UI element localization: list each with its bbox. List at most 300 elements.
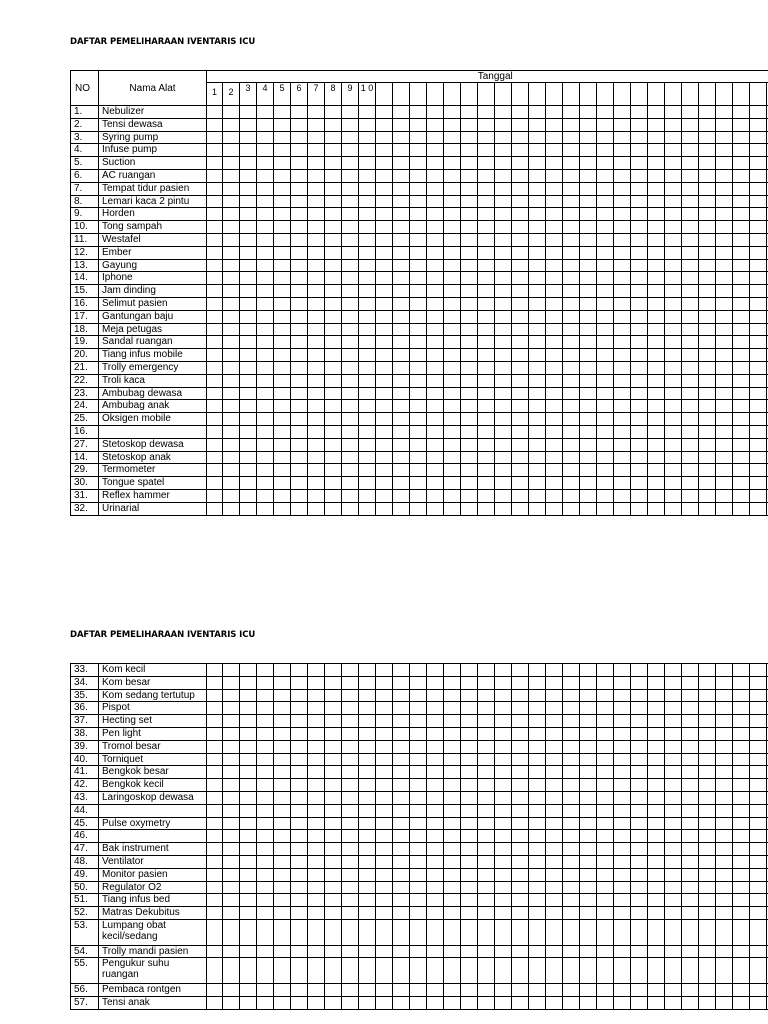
date-cell <box>207 907 223 920</box>
date-cell <box>733 766 750 779</box>
date-cell <box>631 907 648 920</box>
date-cell <box>478 208 495 221</box>
date-cell <box>648 285 665 298</box>
date-cell <box>393 855 410 868</box>
date-cell <box>614 791 631 804</box>
item-name: Termometer <box>99 464 207 477</box>
date-cell <box>427 702 444 715</box>
date-cell <box>665 779 682 792</box>
date-cell <box>512 233 529 246</box>
date-cell <box>376 855 393 868</box>
date-cell <box>223 868 240 881</box>
header-row-tanggal <box>71 71 768 83</box>
date-cell <box>257 464 274 477</box>
date-cell <box>648 323 665 336</box>
date-cell <box>563 766 580 779</box>
table-row <box>71 502 768 515</box>
date-cell <box>223 817 240 830</box>
date-cell <box>597 702 614 715</box>
date-cell <box>257 413 274 426</box>
date-cell <box>529 272 546 285</box>
date-cell <box>716 996 733 1009</box>
date-cell <box>733 740 750 753</box>
date-cell <box>478 400 495 413</box>
date-cell <box>342 676 359 689</box>
date-cell <box>325 451 342 464</box>
date-cell <box>393 766 410 779</box>
date-cell <box>240 996 257 1009</box>
date-cell <box>580 881 597 894</box>
date-cell <box>665 881 682 894</box>
date-cell <box>648 489 665 502</box>
date-cell <box>427 689 444 702</box>
date-cell <box>359 297 376 310</box>
date-cell <box>257 387 274 400</box>
date-cell <box>614 310 631 323</box>
item-name: Matras Dekubitus <box>99 907 207 920</box>
date-cell <box>631 855 648 868</box>
date-cell <box>648 830 665 843</box>
date-cell <box>682 727 699 740</box>
date-cell <box>223 323 240 336</box>
date-cell <box>512 958 529 984</box>
date-cell <box>614 502 631 515</box>
date-cell <box>512 766 529 779</box>
table-row <box>71 451 768 464</box>
date-cell <box>207 349 223 362</box>
date-cell <box>478 766 495 779</box>
date-cell <box>427 804 444 817</box>
date-cell <box>240 106 257 119</box>
date-cell <box>597 208 614 221</box>
date-cell <box>597 144 614 157</box>
date-cell <box>427 664 444 677</box>
date-cell <box>631 727 648 740</box>
date-cell <box>546 451 563 464</box>
date-cell <box>274 779 291 792</box>
date-cell <box>207 766 223 779</box>
date-cell <box>478 297 495 310</box>
date-cell <box>648 310 665 323</box>
table-row <box>71 374 768 387</box>
date-cell <box>444 804 461 817</box>
date-cell <box>597 919 614 945</box>
date-cell <box>733 676 750 689</box>
date-cell <box>427 285 444 298</box>
date-cell <box>257 766 274 779</box>
date-cell <box>631 310 648 323</box>
date-cell <box>597 779 614 792</box>
date-cell <box>529 182 546 195</box>
date-cell <box>342 157 359 170</box>
date-cell <box>308 208 325 221</box>
date-cell <box>716 118 733 131</box>
date-cell <box>512 451 529 464</box>
date-cell <box>512 791 529 804</box>
date-cell <box>512 740 529 753</box>
date-cell <box>665 689 682 702</box>
date-cell <box>291 221 308 234</box>
date-cell <box>716 881 733 894</box>
date-cell <box>410 169 427 182</box>
date-cell <box>614 881 631 894</box>
row-number: 6. <box>71 169 99 182</box>
date-cell <box>733 131 750 144</box>
date-cell <box>257 374 274 387</box>
date-cell <box>207 157 223 170</box>
date-cell <box>699 766 716 779</box>
date-cell <box>291 855 308 868</box>
date-cell <box>580 400 597 413</box>
date-cell <box>240 233 257 246</box>
date-cell <box>461 702 478 715</box>
date-cell <box>444 438 461 451</box>
date-cell <box>291 387 308 400</box>
date-cell <box>325 689 342 702</box>
date-cell <box>597 195 614 208</box>
date-cell <box>699 727 716 740</box>
date-cell <box>563 297 580 310</box>
date-cell <box>207 868 223 881</box>
date-cell <box>240 131 257 144</box>
date-cell <box>291 349 308 362</box>
date-cell <box>240 464 257 477</box>
date-cell <box>716 464 733 477</box>
date-cell <box>563 106 580 119</box>
date-cell <box>410 272 427 285</box>
date-cell <box>427 727 444 740</box>
date-cell <box>461 246 478 259</box>
day-header <box>478 83 495 106</box>
date-cell <box>308 817 325 830</box>
date-cell <box>631 272 648 285</box>
table-row <box>71 157 768 170</box>
date-cell <box>223 336 240 349</box>
date-cell <box>342 233 359 246</box>
date-cell <box>682 297 699 310</box>
date-cell <box>461 945 478 958</box>
date-cell <box>257 489 274 502</box>
date-cell <box>359 451 376 464</box>
date-cell <box>495 425 512 438</box>
date-cell <box>614 945 631 958</box>
date-cell <box>750 157 767 170</box>
date-cell <box>342 374 359 387</box>
date-cell <box>597 285 614 298</box>
date-cell <box>461 259 478 272</box>
item-name: Stetoskop anak <box>99 451 207 464</box>
item-name: Tempat tidur pasien <box>99 182 207 195</box>
date-cell <box>223 195 240 208</box>
date-cell <box>393 753 410 766</box>
day-header <box>580 83 597 106</box>
date-cell <box>546 489 563 502</box>
day-header: 8 <box>325 83 342 106</box>
day-header <box>495 83 512 106</box>
day-header <box>461 83 478 106</box>
date-cell <box>207 272 223 285</box>
date-cell <box>546 843 563 856</box>
date-cell <box>648 727 665 740</box>
date-cell <box>376 297 393 310</box>
date-cell <box>631 144 648 157</box>
date-cell <box>325 868 342 881</box>
date-cell <box>240 779 257 792</box>
date-cell <box>207 195 223 208</box>
date-cell <box>274 894 291 907</box>
date-cell <box>291 195 308 208</box>
date-cell <box>376 195 393 208</box>
date-cell <box>308 919 325 945</box>
date-cell <box>563 502 580 515</box>
row-number: 14. <box>71 272 99 285</box>
date-cell <box>716 779 733 792</box>
date-cell <box>682 182 699 195</box>
date-cell <box>512 489 529 502</box>
date-cell <box>546 144 563 157</box>
date-cell <box>325 907 342 920</box>
date-cell <box>376 489 393 502</box>
date-cell <box>478 907 495 920</box>
date-cell <box>750 804 767 817</box>
date-cell <box>291 676 308 689</box>
row-number: 17. <box>71 310 99 323</box>
date-cell <box>393 361 410 374</box>
date-cell <box>495 843 512 856</box>
table-row <box>71 996 768 1009</box>
date-cell <box>359 272 376 285</box>
date-cell <box>495 676 512 689</box>
date-cell <box>716 374 733 387</box>
date-cell <box>461 830 478 843</box>
date-cell <box>750 894 767 907</box>
date-cell <box>444 233 461 246</box>
date-cell <box>291 881 308 894</box>
date-cell <box>393 945 410 958</box>
date-cell <box>512 855 529 868</box>
date-cell <box>716 131 733 144</box>
table-row <box>71 727 768 740</box>
date-cell <box>240 169 257 182</box>
date-cell <box>359 323 376 336</box>
date-cell <box>461 208 478 221</box>
date-cell <box>393 830 410 843</box>
date-cell <box>699 894 716 907</box>
date-cell <box>376 144 393 157</box>
day-header <box>529 83 546 106</box>
date-cell <box>750 843 767 856</box>
date-cell <box>257 246 274 259</box>
date-cell <box>529 400 546 413</box>
item-name: Trolly mandi pasien <box>99 945 207 958</box>
date-cell <box>427 676 444 689</box>
date-cell <box>308 259 325 272</box>
date-cell <box>546 246 563 259</box>
date-cell <box>223 689 240 702</box>
date-cell <box>207 855 223 868</box>
date-cell <box>529 144 546 157</box>
date-cell <box>750 676 767 689</box>
date-cell <box>495 664 512 677</box>
date-cell <box>359 208 376 221</box>
date-cell <box>207 676 223 689</box>
date-cell <box>223 144 240 157</box>
date-cell <box>223 894 240 907</box>
date-cell <box>563 689 580 702</box>
date-cell <box>427 464 444 477</box>
date-cell <box>648 907 665 920</box>
date-cell <box>223 843 240 856</box>
date-cell <box>325 323 342 336</box>
date-cell <box>376 246 393 259</box>
table-row <box>71 791 768 804</box>
date-cell <box>342 361 359 374</box>
date-cell <box>529 374 546 387</box>
date-cell <box>665 413 682 426</box>
date-cell <box>750 919 767 945</box>
date-cell <box>512 438 529 451</box>
date-cell <box>750 387 767 400</box>
row-number: 36. <box>71 702 99 715</box>
date-cell <box>308 766 325 779</box>
date-cell <box>563 361 580 374</box>
date-cell <box>597 715 614 728</box>
date-cell <box>750 740 767 753</box>
date-cell <box>716 753 733 766</box>
date-cell <box>325 246 342 259</box>
date-cell <box>393 131 410 144</box>
item-name: Laringoskop dewasa <box>99 791 207 804</box>
date-cell <box>257 983 274 996</box>
date-cell <box>546 983 563 996</box>
row-number: 11. <box>71 233 99 246</box>
date-cell <box>495 144 512 157</box>
date-cell <box>614 118 631 131</box>
date-cell <box>512 246 529 259</box>
date-cell <box>495 349 512 362</box>
date-cell <box>546 464 563 477</box>
date-cell <box>597 336 614 349</box>
table-row <box>71 169 768 182</box>
date-cell <box>223 169 240 182</box>
date-cell <box>291 791 308 804</box>
table-row <box>71 323 768 336</box>
date-cell <box>733 727 750 740</box>
date-cell <box>648 753 665 766</box>
date-cell <box>614 182 631 195</box>
date-cell <box>478 489 495 502</box>
date-cell <box>682 983 699 996</box>
date-cell <box>580 919 597 945</box>
date-cell <box>207 413 223 426</box>
date-cell <box>665 182 682 195</box>
date-cell <box>682 438 699 451</box>
date-cell <box>716 817 733 830</box>
date-cell <box>495 919 512 945</box>
date-cell <box>529 169 546 182</box>
date-cell <box>207 374 223 387</box>
row-number: 30. <box>71 477 99 490</box>
date-cell <box>359 349 376 362</box>
date-cell <box>580 233 597 246</box>
date-cell <box>478 779 495 792</box>
date-cell <box>257 297 274 310</box>
date-cell <box>597 106 614 119</box>
date-cell <box>325 804 342 817</box>
date-cell <box>699 983 716 996</box>
date-cell <box>359 727 376 740</box>
date-cell <box>393 297 410 310</box>
date-cell <box>529 817 546 830</box>
date-cell <box>291 715 308 728</box>
table-row <box>71 702 768 715</box>
date-cell <box>478 157 495 170</box>
date-cell <box>376 958 393 984</box>
date-cell <box>393 715 410 728</box>
date-cell <box>325 336 342 349</box>
date-cell <box>563 131 580 144</box>
date-cell <box>631 804 648 817</box>
date-cell <box>495 489 512 502</box>
date-cell <box>733 830 750 843</box>
date-cell <box>274 715 291 728</box>
date-cell <box>325 118 342 131</box>
date-cell <box>393 983 410 996</box>
date-cell <box>223 259 240 272</box>
date-cell <box>546 753 563 766</box>
date-cell <box>207 945 223 958</box>
date-cell <box>478 374 495 387</box>
date-cell <box>359 489 376 502</box>
table-row <box>71 285 768 298</box>
date-cell <box>257 689 274 702</box>
date-cell <box>376 766 393 779</box>
date-cell <box>257 451 274 464</box>
date-cell <box>342 830 359 843</box>
date-cell <box>359 477 376 490</box>
date-cell <box>665 907 682 920</box>
date-cell <box>495 297 512 310</box>
date-cell <box>257 817 274 830</box>
date-cell <box>631 438 648 451</box>
date-cell <box>563 451 580 464</box>
date-cell <box>291 297 308 310</box>
date-cell <box>223 106 240 119</box>
date-cell <box>716 958 733 984</box>
date-cell <box>427 855 444 868</box>
date-cell <box>223 400 240 413</box>
date-cell <box>291 489 308 502</box>
date-cell <box>546 208 563 221</box>
row-number: 57. <box>71 996 99 1009</box>
date-cell <box>291 118 308 131</box>
date-cell <box>648 208 665 221</box>
date-cell <box>699 451 716 464</box>
date-cell <box>257 804 274 817</box>
row-number: 41. <box>71 766 99 779</box>
date-cell <box>410 438 427 451</box>
date-cell <box>325 766 342 779</box>
date-cell <box>240 791 257 804</box>
date-cell <box>614 843 631 856</box>
date-cell <box>546 727 563 740</box>
date-cell <box>733 804 750 817</box>
date-cell <box>495 233 512 246</box>
date-cell <box>495 323 512 336</box>
date-cell <box>240 489 257 502</box>
date-cell <box>699 830 716 843</box>
date-cell <box>614 157 631 170</box>
